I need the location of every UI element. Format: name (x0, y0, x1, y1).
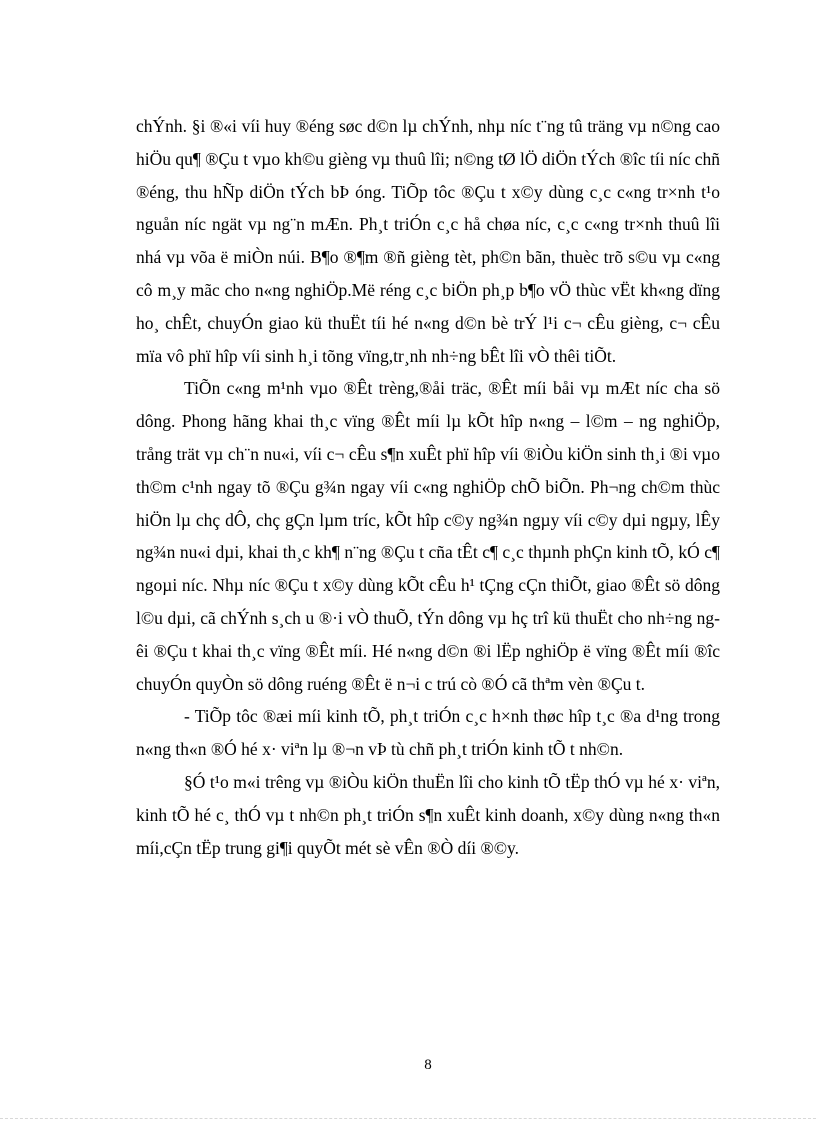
paragraph-1: chÝnh. §i ®«i víi huy ®éng søc d©n lµ chÝnh, nhµ níc t¨ng tû träng vµ n©ng cao hiÖu qu¶ ®Çu t vµo kh©u gièng vµ thuû lîi; n©ng tØ lÖ diÖn tÝch ®îc tíi níc chñ ®éng, thu hÑp diÖn tÝch bÞ óng. TiÕp tôc ®Çu t x©y dùng c¸c c«ng tr×nh t¹o nguån níc ngät vµ ng¨n mÆn. Ph¸t triÓn c¸c hå chøa níc, c¸c c«ng tr×nh thuû lîi nhá vµ võa ë miÒn núi. B¶o ®¶m ®ñ gièng tèt, ph©n bãn, thuèc trõ s©u vµ c«ng cô m¸y mãc cho n«ng nghiÖp.Më réng c¸c biÖn ph¸p b¶o vÖ thùc vËt kh«ng dïng ho¸ chÊt, chuyÓn giao kü thuËt tíi hé n«ng d©n bè trÝ l¹i c¬ cÊu gièng, c¬ cÊu mïa vô phï hîp víi sinh h¸i tõng vïng,tr¸nh nh÷ng bÊt lîi vÒ thêi tiÕt. (136, 116, 720, 366)
body-text (136, 110, 720, 864)
page-number: 8 (424, 1057, 432, 1073)
paragraph-2: TiÕn c«ng m¹nh vµo ®Êt trèng,®åi träc, ®Êt míi båi vµ mÆt níc cha sö dông. Phong hãng khai th¸c vïng ®Êt míi lµ kÕt hîp n«ng – l©m – ng nghiÖp, trång trät vµ ch¨n nu«i, víi c¬ cÊu s¶n xuÊt phï hîp víi ®iÒu kiÖn sinh th¸i ®i vµo th©m c¹nh ngay tõ ®Çu g¾n ngay víi c«ng nghiÖp chÕ biÕn. Ph¬ng ch©m thùc hiÖn lµ chç dÔ, chç gÇn lµm tríc, kÕt hîp c©y ng¾n ngµy víi c©y dµi ngµy, lÊy ng¾n nu«i dµi, khai th¸c kh¶ n¨ng ®Çu t cña tÊt c¶ c¸c thµnh phÇn kinh tÕ, kÓ c¶ ngoµi níc. Nhµ níc ®Çu t x©y dùng kÕt cÊu h¹ tÇng cÇn thiÕt, giao ®Êt sö dông l©u dµi, cã chÝnh s¸ch u ®·i vÒ thuÕ, tÝn dông vµ hç trî kü thuËt cho nh÷ng ngêi ®Çu t khai th¸c vïng ®Êt míi. Hé n«ng d©n ®i lËp nghiÖp ë vïng ®Êt míi ®îc chuyÓn quyÒn sö dông ruéng ®Êt ë n¬i c trú cò ®Ó cã thªm vèn ®Çu t. (136, 378, 720, 694)
paragraph-4: §Ó t¹o m«i trêng vµ ®iÒu kiÖn thuËn lîi cho kinh tÕ tËp thÓ vµ hé x· viªn, kinh tÕ hé c¸ thÓ vµ t nh©n ph¸t triÓn s¶n xuÊt kinh doanh, x©y dùng n«ng th«n míi,cÇn tËp trung gi¶i quyÕt mét sè vÊn ®Ò díi ®©y. (136, 771, 720, 858)
paragraph-3: - TiÕp tôc ®æi míi kinh tÕ, ph¸t triÓn c¸c h×nh thøc hîp t¸c ®a d¹ng trong n«ng th«n ®Ó hé x· viªn lµ ®¬n vÞ tù chñ ph¸t triÓn kinh tÕ t nh©n. (136, 706, 720, 760)
page-bottom-divider (0, 1118, 816, 1119)
